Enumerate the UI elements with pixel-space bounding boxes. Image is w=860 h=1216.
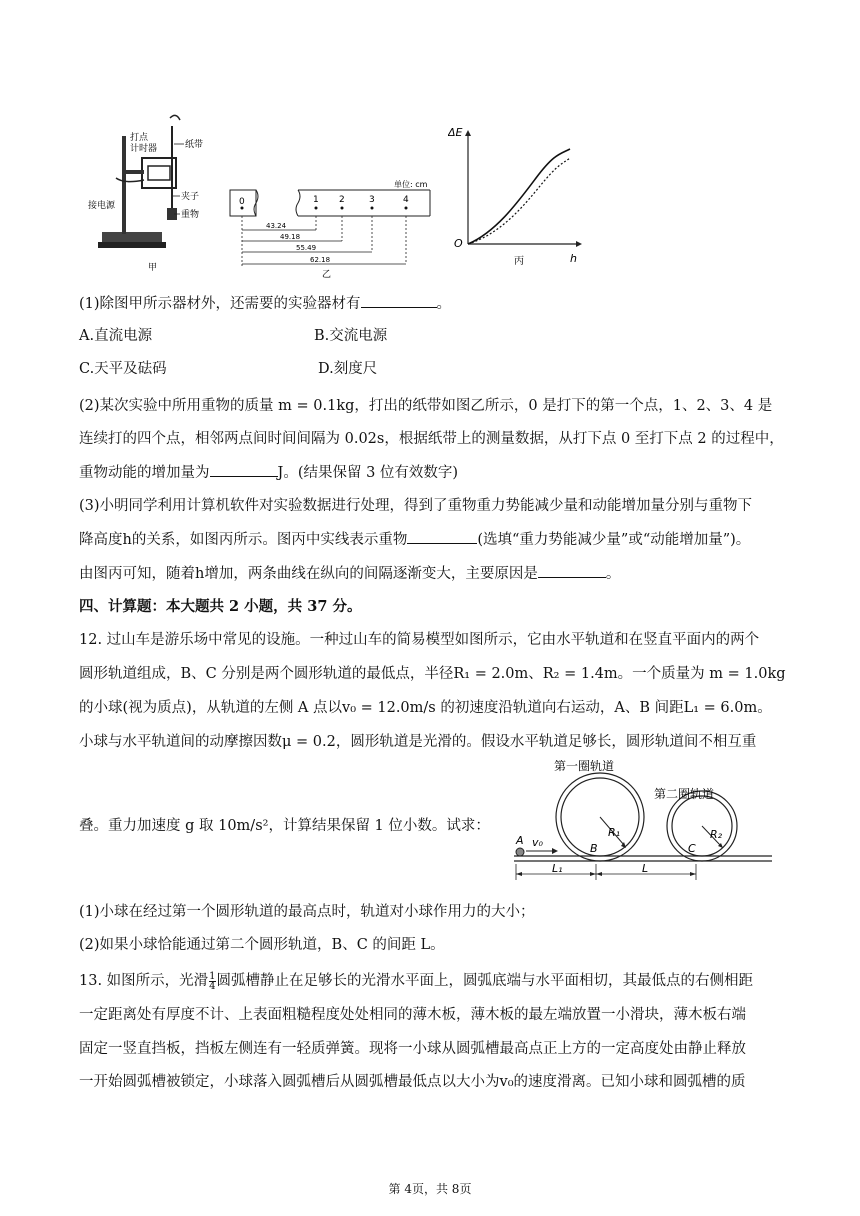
point-a-label: A bbox=[516, 834, 524, 847]
loop1-label: 第一圈轨道 bbox=[554, 760, 615, 773]
tape-point-2: 2 bbox=[339, 195, 345, 205]
q12-sub2: (2)如果小球恰能通过第二个圆形轨道，B、C 的间距 L。 bbox=[79, 937, 445, 953]
q13-line1: 13. 如图所示，光滑 $\frac{1}{4}$ 圆弧槽静止在足够长的光滑水平面上，圆弧底端与水平面相切，其最低点的右侧相距 bbox=[79, 970, 754, 992]
label-zhidai: 纸带 bbox=[185, 140, 203, 150]
q11-part3-line2: 降高度h的关系，如图丙所示。图丙中实线表示重物 (选填“重力势能减少量”或“动能增加量”)。 bbox=[79, 529, 750, 550]
caption-jia: 甲 bbox=[148, 263, 158, 273]
label-zhongwu: 重物 bbox=[181, 210, 200, 220]
figure-jia-apparatus bbox=[88, 108, 203, 273]
figure-yi-tape bbox=[226, 178, 436, 280]
tape-dist-4: 62.18 bbox=[310, 256, 331, 264]
caption-yi: 乙 bbox=[322, 270, 332, 280]
tape-point-0: 0 bbox=[239, 197, 245, 207]
label-jiazi: 夹子 bbox=[181, 192, 200, 202]
q11-option-b: B.交流电源 bbox=[314, 328, 388, 344]
q12-line3: 的小球(视为质点)，从轨道的左侧 A 点以v₀ = 12.0m/s 的初速度沿轨道向右运动，A、B 间距L₁ = 6.0m。 bbox=[79, 700, 772, 716]
label-jishiqi: 计时器 bbox=[130, 144, 158, 154]
q11-part2-line1: (2)某次实验中所用重物的质量 m = 0.1kg，打出的纸带如图乙所示，0 是打下的第一个点，1、2、3、4 是 bbox=[79, 398, 773, 414]
section-4-heading: 四、计算题：本大题共 2 小题，共 37 分。 bbox=[79, 598, 362, 615]
tape-point-3: 3 bbox=[369, 195, 375, 205]
v0-label: v₀ bbox=[532, 836, 543, 849]
fraction-one-quarter: $\frac{1}{4}$ bbox=[209, 970, 216, 992]
q11-part1: (1)除图甲所示器材外，还需要的实验器材有 。 bbox=[79, 293, 451, 314]
label-dadian: 打点 bbox=[130, 133, 149, 143]
figure-bing-graph bbox=[448, 122, 588, 268]
q13-line4: 一开始圆弧槽被锁定，小球落入圆弧槽后从圆弧槽最低点以大小为v₀的速度滑离。已知小球和圆弧槽的质 bbox=[79, 1074, 746, 1090]
label-jiedianyuan: 接电源 bbox=[88, 201, 116, 211]
tape-dist-2: 49.18 bbox=[280, 233, 301, 241]
r2-label: R₂ bbox=[710, 828, 723, 841]
loop2-label: 第二圈轨道 bbox=[654, 787, 715, 801]
q11-option-d: D.刻度尺 bbox=[318, 361, 378, 377]
q11-part3-line3: 由图丙可知，随着h增加，两条曲线在纵向的间隔逐渐变大，主要原因是 。 bbox=[79, 563, 620, 584]
tape-point-1: 1 bbox=[313, 195, 319, 205]
l1-label: L₁ bbox=[552, 862, 563, 875]
q12-line1: 12. 过山车是游乐场中常见的设施。一种过山车的简易模型如图所示，它由水平轨道和在竖直平面内的两个 bbox=[79, 632, 760, 648]
solid-curve bbox=[468, 149, 570, 244]
tape-dist-3: 55.49 bbox=[296, 244, 317, 252]
axis-label-h: h bbox=[570, 252, 577, 265]
tape-point-4: 4 bbox=[403, 195, 409, 205]
q11-option-a: A.直流电源 bbox=[79, 328, 153, 344]
page-footer: 第 4页，共 8页 bbox=[388, 1182, 472, 1196]
q12-line5: 叠。重力加速度 g 取 10m/s²，计算结果保留 1 位小数。试求： bbox=[79, 818, 490, 834]
figure-roller-coaster bbox=[508, 760, 774, 884]
point-c-label: C bbox=[688, 842, 696, 855]
point-b-label: B bbox=[590, 842, 598, 855]
tape-unit: 单位: cm bbox=[394, 180, 428, 189]
q12-line2: 圆形轨道组成，B、C 分别是两个圆形轨道的最低点，半径R₁ = 2.0m、R₂ = 1.4m。一个质量为 m = 1.0kg bbox=[79, 666, 786, 682]
q12-sub1: (1)小球在经过第一个圆形轨道的最高点时，轨道对小球作用力的大小； bbox=[79, 904, 535, 920]
q11-part2-line3: 重物动能的增加量为 J。(结果保留 3 位有效数字) bbox=[79, 462, 458, 483]
origin-label: O bbox=[454, 237, 463, 250]
q13-line3: 固定一竖直挡板，挡板左侧连有一轻质弹簧。现将一小球从圆弧槽最高点正上方的一定高度处由静止释放 bbox=[79, 1041, 746, 1057]
l-label: L bbox=[642, 862, 649, 875]
q11-part3-line1: (3)小明同学利用计算机软件对实验数据进行处理，得到了重物重力势能减少量和动能增加量分别与重物下 bbox=[79, 498, 753, 514]
q11-option-c: C.天平及砝码 bbox=[79, 361, 167, 377]
tape-dist-1: 43.24 bbox=[266, 222, 287, 230]
r1-label: R₁ bbox=[608, 826, 621, 839]
q13-line2: 一定距离处有厚度不计、上表面粗糙程度处处相同的薄木板，薄木板的最左端放置一小滑块，薄木板右端 bbox=[79, 1007, 746, 1023]
caption-bing: 丙 bbox=[514, 256, 524, 267]
axis-label-deltaE: ΔE bbox=[448, 126, 463, 139]
q11-part2-line2: 连续打的四个点，相邻两点间时间间隔为 0.02s，根据纸带上的测量数据，从打下点 0 至打下点 2 的过程中， bbox=[79, 431, 784, 447]
q12-line4: 小球与水平轨道间的动摩擦因数μ = 0.2，圆形轨道是光滑的。假设水平轨道足够长，圆形轨道间不相互重 bbox=[79, 734, 757, 750]
